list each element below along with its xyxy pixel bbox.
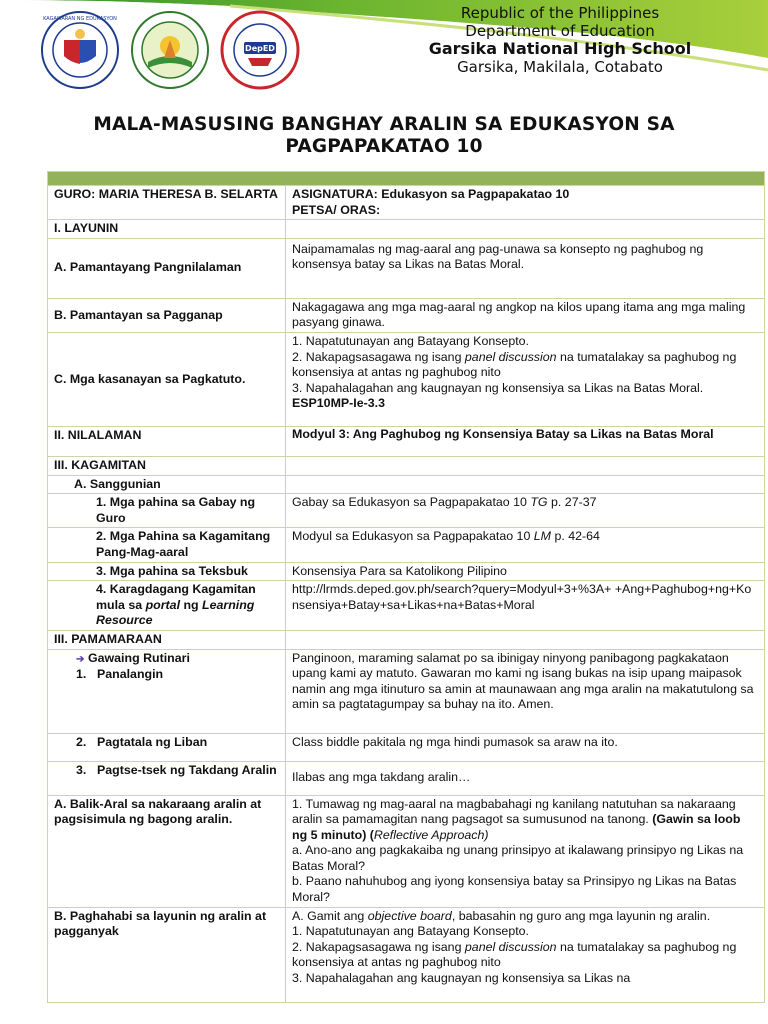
panalangin-item (76, 667, 279, 683)
nilalaman-value: Modyul 3: Ang Paghubog ng Konsensiya Batay sa Likas na Batas Moral (286, 426, 765, 456)
panalangin-number: 1. (76, 667, 87, 682)
sanggunian-4-label-em: portal (145, 597, 181, 612)
paghahabi-item-3: 3. Napahalagahan ang kaugnayan ng konsensiya sa Likas na (292, 971, 631, 986)
sanggunian-4-label-em-2: Learning Resource (96, 597, 255, 628)
paghahabi-item-1: 1. Napatutunayan ang Batayang Konsepto. (292, 924, 529, 939)
kagamitan-heading: III. KAGAMITAN (48, 456, 286, 475)
kasanayan-item-2-text: 2. Nakapagsasagawa ng isang (292, 349, 465, 364)
sanggunian-1-value (286, 494, 765, 528)
kasanayan-item-2-em: panel discussion (464, 349, 557, 364)
table-row (48, 761, 765, 795)
kasanayan-value (286, 332, 765, 426)
paghahabi-item-2-text: 2. Nakapagsasagawa ng isang (292, 939, 465, 954)
kasanayan-item-1: 1. Napatutunayan ang Batayang Konsepto. (292, 333, 529, 348)
lesson-plan-table (47, 171, 765, 1003)
header-department: Department of Education (465, 22, 655, 40)
sanggunian-4-value[interactable]: http://lrmds.deped.gov.ph/search?query=Modyul+3+%3A+ +Ang+Paghubog+ng+Konsensiya+Batay+sa+Likas+na+Batas+Moral (286, 581, 765, 631)
bullet-arrow-icon: ➔ (76, 653, 85, 665)
paghahabi-item-2-em: panel discussion (464, 939, 557, 954)
takda-cell (48, 761, 286, 795)
takda-number: 3. (76, 762, 87, 777)
nilalaman-heading: II. NILALAMAN (48, 426, 286, 456)
balik-aral-item-1-bold: (Gawin sa loob ng 5 minuto) (292, 812, 741, 842)
paghahabi-label: B. Paghahabi sa layunin ng aralin at pagganyak (48, 907, 286, 1002)
petsa-text: PETSA/ ORAS: (292, 202, 381, 217)
pamantayan-pagganap-value: Nakagagawa ang mga mag-aaral ng angkop na kilos upang itama ang mga maling pasyang ginawa. (286, 298, 765, 332)
title-line-1: MALA-MASUSING BANGHAY ARALIN SA EDUKASYON SA (93, 114, 675, 135)
liban-value: Class biddle pakitala ng mga hindi pumasok sa araw na ito. (286, 733, 765, 761)
table-row (48, 733, 765, 761)
takda-value: Ilabas ang mga takdang aralin… (286, 761, 765, 795)
paghahabi-item-a-text: A. Gamit ang (292, 908, 368, 923)
pamantayang-pangnilalaman-label: A. Pamantayang Pangnilalaman (48, 238, 286, 298)
kasanayan-item-2 (292, 350, 758, 381)
table-row (48, 581, 765, 631)
layunin-heading: I. LAYUNIN (48, 220, 286, 239)
table-row (48, 456, 765, 475)
sanggunian-1-value-text: Gabay sa Edukasyon sa Pagpapakatao 10 (292, 495, 531, 510)
gawain-cell (48, 649, 286, 733)
table-row (48, 186, 765, 220)
paghahabi-item-2-text-b: na tumatalakay sa paghubog ng konsensiya at antas ng paghubog nito (292, 939, 737, 970)
pamantayang-pangnilalaman-value: Naipamamalas ng mag-aaral ang pag-unawa sa konsepto ng paghubog ng konsensya batay sa Likas na Batas Moral. (286, 238, 765, 298)
page-title (40, 114, 728, 158)
sanggunian-2-label: 2. Mga Pahina sa Kagamitang Pang-Mag-aaral (48, 528, 286, 562)
balik-aral-value (286, 795, 765, 907)
sanggunian-2-value-em: LM (533, 529, 551, 544)
title-line-2: PAGPAPAKATAO 10 (285, 136, 483, 157)
sanggunian-2-value (286, 528, 765, 562)
svg-text:KAGAWARAN NG EDUKASYON: KAGAWARAN NG EDUKASYON (43, 16, 117, 22)
balik-aral-item-1-em: Reflective Approach) (373, 827, 489, 842)
sanggunian-2-value-text-b: p. 42-64 (551, 529, 600, 544)
table-row (48, 298, 765, 332)
balik-aral-item-1-paren: ( (366, 827, 374, 842)
table-row (48, 220, 765, 239)
header-banner (0, 0, 768, 92)
table-row (48, 795, 765, 907)
division-seal-icon (130, 10, 210, 90)
kasanayan-item-2-text-b: na tumatalakay sa paghubog ng konsensiya at antas ng paghubog nito (292, 349, 737, 380)
gawain-rutinari (76, 651, 279, 668)
table-row (48, 238, 765, 298)
header-address: Garsika, Makilala, Cotabato (457, 58, 663, 76)
table-row (48, 528, 765, 562)
sanggunian-1-label (48, 494, 286, 528)
paghahabi-value (286, 907, 765, 1002)
guro-cell: GURO: MARIA THERESA B. SELARTA (48, 186, 286, 220)
balik-aral-item-a: a. Ano-ano ang pagkakaiba ng unang prinsipyo at ikalawang prinsipyo ng Likas na Batas Moral? (292, 843, 744, 873)
sanggunian-1-value-text-b: p. 27-37 (547, 495, 597, 510)
table-row (48, 907, 765, 1002)
balik-aral-item-1 (292, 797, 758, 844)
sanggunian-3-label: 3. Mga pahina sa Teksbuk (48, 562, 286, 581)
table-row (48, 649, 765, 733)
sanggunian-1-value-em: TG (530, 495, 548, 510)
liban-number: 2. (76, 734, 87, 749)
asignatura-cell (286, 186, 765, 220)
sanggunian-4-label-text-b: ng (180, 597, 203, 612)
sanggunian-2-value-text: Modyul sa Edukasyon sa Pagpapakatao 10 (292, 529, 534, 544)
paghahabi-item-a-em: objective board (367, 908, 452, 923)
asignatura-text: ASIGNATURA: Edukasyon sa Pagpapakatao 10 (292, 187, 570, 201)
panalangin-value: Panginoon, maraming salamat po sa ibinigay ninyong panibagong pagkakataon upang kami ay matuto. Gawaran mo kami ng isang bukas na isip upang maipasok namin ang mga itinuturo sa amin at maunawaan ang mga aralin na makatutulong sa amin sa pagtatagumpay sa buhay na ito. Amen. (286, 649, 765, 733)
balik-aral-label: A. Balik-Aral sa nakaraang aralin at pagsisimula ng bagong aralin. (48, 795, 286, 907)
header-republic: Republic of the Philippines (460, 4, 660, 22)
deped-seal-icon (40, 10, 120, 90)
liban-cell (48, 733, 286, 761)
header-school: Garsika National High School (428, 39, 692, 58)
pamantayan-pagganap-label: B. Pamantayan sa Pagganap (48, 298, 286, 332)
kasanayan-item-3: 3. Napahalagahan ang kaugnayan ng konsensiya sa Likas na Batas Moral. (292, 380, 704, 395)
kasanayan-code: ESP10MP-Ie-3.3 (292, 396, 385, 411)
table-header-band (48, 172, 765, 186)
sanggunian-4-label-text: 4. Karagdagang Kagamitan mula sa (96, 582, 256, 612)
school-seal-icon (220, 10, 300, 90)
takda-label: Pagtse-tsek ng Takdang Aralin (97, 762, 277, 777)
sanggunian-heading: A. Sanggunian (48, 475, 286, 494)
table-row (48, 494, 765, 528)
paghahabi-item-2 (292, 940, 758, 971)
table-row (48, 332, 765, 426)
table-row (48, 426, 765, 456)
sanggunian-4-label (48, 581, 286, 631)
sanggunian-3-value: Konsensiya Para sa Katolikong Pilipino (286, 562, 765, 581)
balik-aral-item-b: b. Paano nahuhubog ang iyong konsensiya batay sa Prinsipyo ng Likas na Batas Moral? (292, 874, 737, 905)
pamamaraan-heading: III. PAMAMARAAN (48, 630, 286, 649)
gawain-rutinari-label: Gawaing Rutinari (88, 650, 190, 665)
header-text (410, 4, 710, 76)
balik-aral-item-1-text: 1. Tumawag ng mag-aaral na magbabahagi ng kanilang natutuhan sa nakaraang aralin sa pamamagitan nang pagsagot sa sumusunod na tanong. (292, 796, 736, 827)
table-row (48, 630, 765, 649)
paghahabi-item-a (292, 909, 758, 925)
panalangin-label: Panalangin (97, 667, 164, 682)
table-row (48, 475, 765, 494)
liban-label: Pagtatala ng Liban (97, 734, 208, 749)
table-row (48, 562, 765, 581)
svg-text:DepED: DepED (245, 44, 275, 53)
paghahabi-item-a-text-b: , babasahin ng guro ang mga layunin ng aralin. (451, 908, 711, 923)
sanggunian-1-text: 1. Mga pahina sa Gabay ng Guro (96, 495, 256, 525)
kasanayan-label: C. Mga kasanayan sa Pagkatuto. (48, 332, 286, 426)
